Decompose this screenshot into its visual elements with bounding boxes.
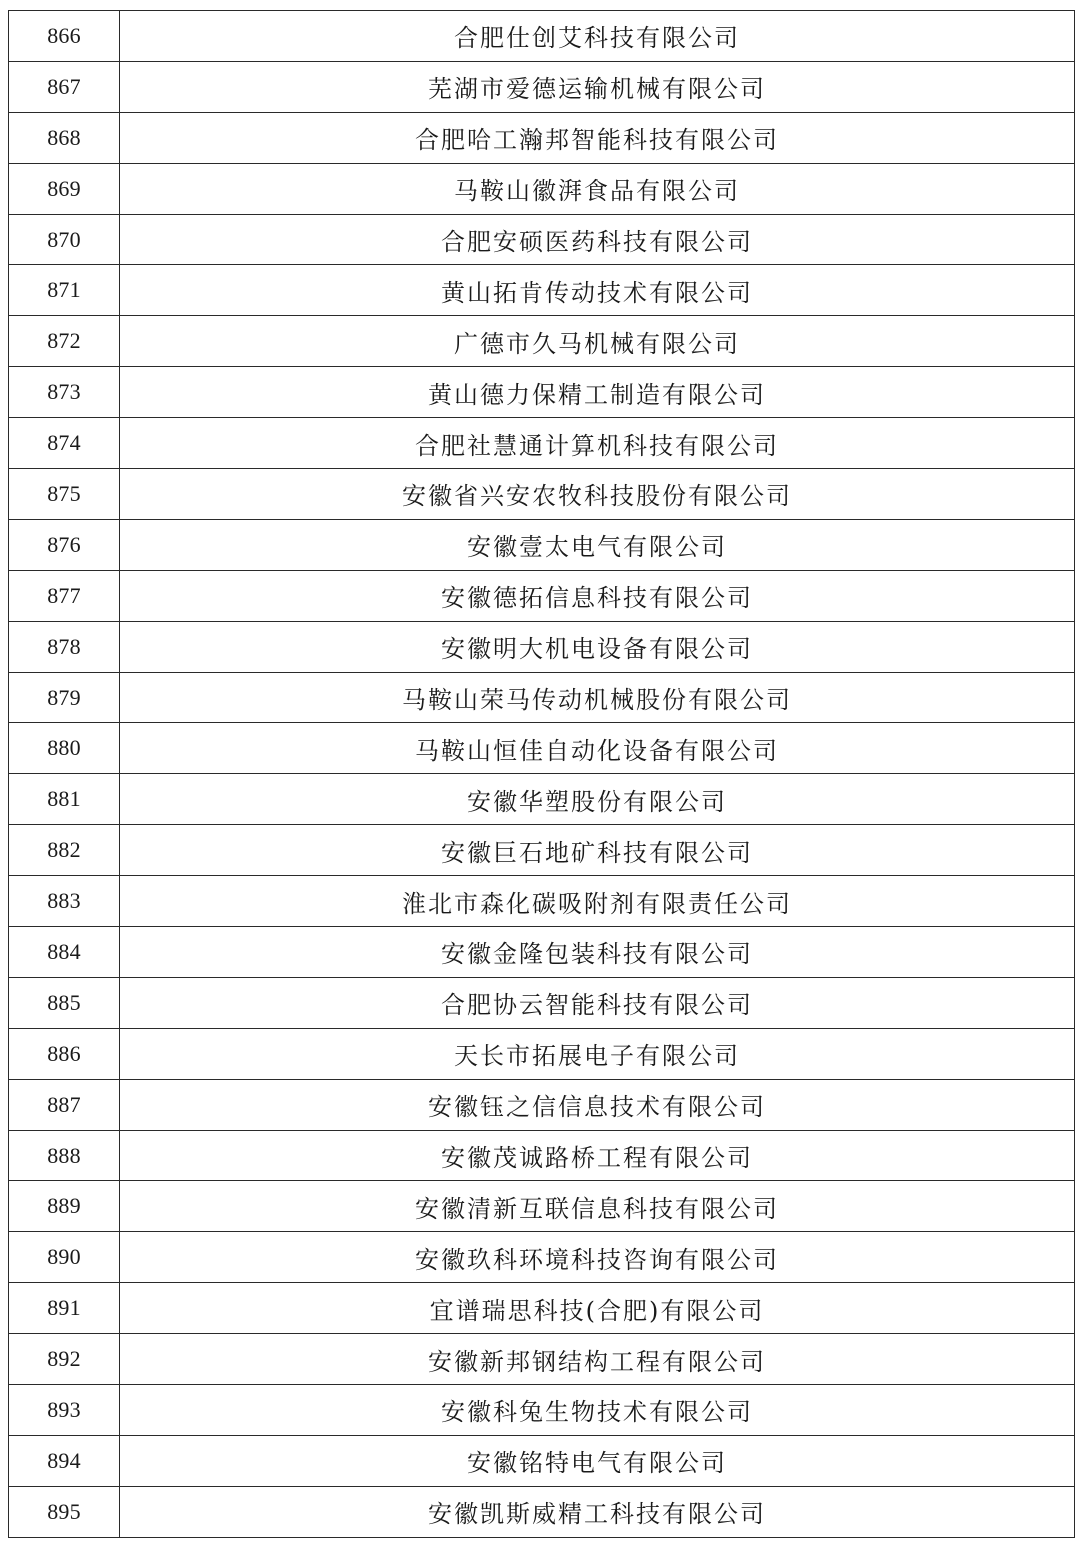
company-name: 宜谱瑞思科技(合肥)有限公司 (120, 1283, 1075, 1334)
company-name: 安徽巨石地矿科技有限公司 (120, 825, 1075, 876)
row-number: 876 (9, 519, 120, 570)
table-row (9, 61, 1075, 112)
table-row (9, 1385, 1075, 1436)
row-number: 892 (9, 1334, 120, 1385)
company-list-body (9, 11, 1075, 1538)
table-row (9, 723, 1075, 774)
company-name: 黄山拓肯传动技术有限公司 (120, 265, 1075, 316)
table-row (9, 214, 1075, 265)
company-name: 安徽铭特电气有限公司 (120, 1435, 1075, 1486)
row-number: 866 (9, 11, 120, 62)
row-number: 891 (9, 1283, 120, 1334)
company-name: 安徽科兔生物技术有限公司 (120, 1385, 1075, 1436)
table-row (9, 1334, 1075, 1385)
company-name: 安徽新邦钢结构工程有限公司 (120, 1334, 1075, 1385)
row-number: 884 (9, 927, 120, 978)
row-number: 890 (9, 1232, 120, 1283)
table-row (9, 825, 1075, 876)
row-number: 867 (9, 61, 120, 112)
row-number: 877 (9, 570, 120, 621)
row-number: 887 (9, 1079, 120, 1130)
table-row (9, 1435, 1075, 1486)
company-name: 安徽德拓信息科技有限公司 (120, 570, 1075, 621)
table-row (9, 621, 1075, 672)
company-name: 安徽清新互联信息科技有限公司 (120, 1181, 1075, 1232)
company-name: 安徽壹太电气有限公司 (120, 519, 1075, 570)
company-name: 马鞍山恒佳自动化设备有限公司 (120, 723, 1075, 774)
company-name: 安徽玖科环境科技咨询有限公司 (120, 1232, 1075, 1283)
table-row (9, 316, 1075, 367)
row-number: 874 (9, 418, 120, 469)
row-number: 885 (9, 977, 120, 1028)
row-number: 883 (9, 876, 120, 927)
row-number: 872 (9, 316, 120, 367)
table-row (9, 570, 1075, 621)
row-number: 882 (9, 825, 120, 876)
company-name: 合肥协云智能科技有限公司 (120, 977, 1075, 1028)
table-row (9, 876, 1075, 927)
table-row (9, 977, 1075, 1028)
company-name: 安徽凯斯威精工科技有限公司 (120, 1486, 1075, 1537)
table-row (9, 418, 1075, 469)
row-number: 889 (9, 1181, 120, 1232)
company-name: 安徽茂诚路桥工程有限公司 (120, 1130, 1075, 1181)
company-name: 安徽金隆包装科技有限公司 (120, 927, 1075, 978)
row-number: 888 (9, 1130, 120, 1181)
company-name: 芜湖市爱德运输机械有限公司 (120, 61, 1075, 112)
company-list-table (8, 10, 1075, 1538)
row-number: 879 (9, 672, 120, 723)
company-name: 安徽华塑股份有限公司 (120, 774, 1075, 825)
row-number: 871 (9, 265, 120, 316)
table-row (9, 367, 1075, 418)
table-row (9, 672, 1075, 723)
table-row (9, 519, 1075, 570)
table-row (9, 265, 1075, 316)
row-number: 878 (9, 621, 120, 672)
row-number: 886 (9, 1028, 120, 1079)
row-number: 880 (9, 723, 120, 774)
company-name: 合肥哈工瀚邦智能科技有限公司 (120, 112, 1075, 163)
row-number: 895 (9, 1486, 120, 1537)
table-row (9, 112, 1075, 163)
company-name: 马鞍山徽湃食品有限公司 (120, 163, 1075, 214)
table-row (9, 1079, 1075, 1130)
company-name: 安徽明大机电设备有限公司 (120, 621, 1075, 672)
company-name: 合肥仕创艾科技有限公司 (120, 11, 1075, 62)
table-row (9, 1486, 1075, 1537)
company-name: 黄山德力保精工制造有限公司 (120, 367, 1075, 418)
company-name: 合肥安硕医药科技有限公司 (120, 214, 1075, 265)
row-number: 869 (9, 163, 120, 214)
table-row (9, 774, 1075, 825)
table-row (9, 1028, 1075, 1079)
table-row (9, 1283, 1075, 1334)
table-row (9, 469, 1075, 520)
company-name: 安徽省兴安农牧科技股份有限公司 (120, 469, 1075, 520)
company-name: 马鞍山荣马传动机械股份有限公司 (120, 672, 1075, 723)
row-number: 893 (9, 1385, 120, 1436)
company-name: 天长市拓展电子有限公司 (120, 1028, 1075, 1079)
row-number: 868 (9, 112, 120, 163)
row-number: 875 (9, 469, 120, 520)
row-number: 873 (9, 367, 120, 418)
table-row (9, 1232, 1075, 1283)
company-name: 淮北市森化碳吸附剂有限责任公司 (120, 876, 1075, 927)
company-name: 安徽钰之信信息技术有限公司 (120, 1079, 1075, 1130)
table-row (9, 11, 1075, 62)
table-row (9, 1181, 1075, 1232)
table-row (9, 1130, 1075, 1181)
row-number: 881 (9, 774, 120, 825)
company-name: 合肥社慧通计算机科技有限公司 (120, 418, 1075, 469)
row-number: 870 (9, 214, 120, 265)
table-row (9, 927, 1075, 978)
company-name: 广德市久马机械有限公司 (120, 316, 1075, 367)
table-row (9, 163, 1075, 214)
row-number: 894 (9, 1435, 120, 1486)
